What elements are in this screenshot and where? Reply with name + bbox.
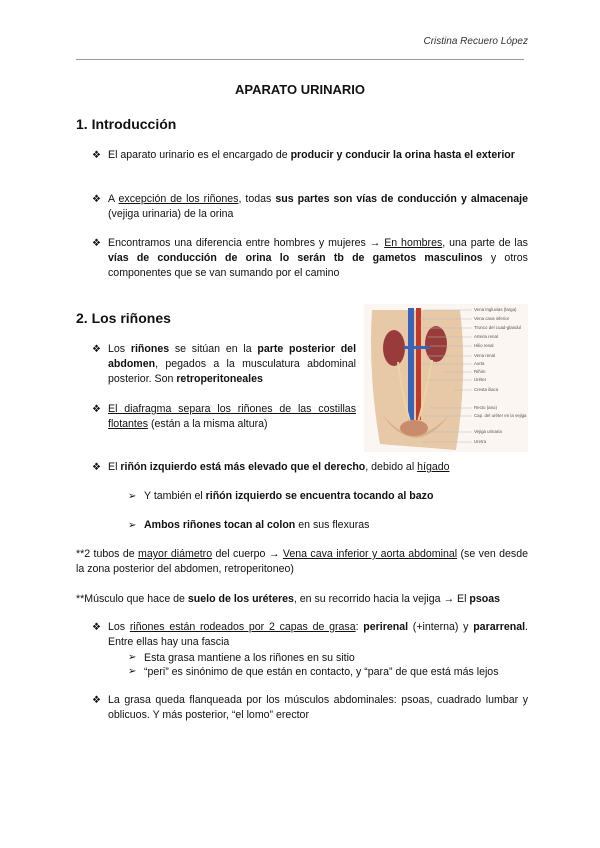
figure-label: Vena renal bbox=[474, 353, 495, 358]
sub-list-item: ➢ “peri” es sinónimo de que están en contacto, y “para” de que está más lejos bbox=[128, 666, 499, 678]
figure-label: Vena cava inferior bbox=[474, 316, 510, 321]
list-item: ❖ A excepción de los riñones, todas sus partes son vías de conducción y almacenaje (vejiga urinaria) de la orina bbox=[92, 193, 529, 221]
diamond-bullet-icon: ❖ bbox=[92, 462, 101, 473]
figure-label: Aorta bbox=[474, 361, 485, 366]
diamond-bullet-icon: ❖ bbox=[92, 695, 101, 706]
list-item: ❖ Encontramos una diferencia entre hombres y mujeres → En hombres, una parte de las vías de conducción de orina lo serán tb de gametos masculinos y otros componentes que se van sumando por el camino bbox=[92, 237, 528, 280]
page-title: APARATO URINARIO bbox=[235, 82, 365, 97]
arrow-bullet-icon: ➢ bbox=[128, 520, 137, 531]
figure-label: Vena Ingluvias (larga) bbox=[474, 307, 517, 312]
figure-label: Recto (ano) bbox=[474, 405, 497, 410]
diamond-bullet-icon: ❖ bbox=[92, 238, 101, 249]
section-2-heading: 2. Los riñones bbox=[76, 310, 171, 326]
list-item: ❖ El diafragma separa los riñones de las costillas flotantes (están a la misma altura) bbox=[92, 403, 356, 431]
figure-label: Uretra bbox=[474, 439, 487, 444]
figure-label: Vejiga urinaria bbox=[474, 429, 502, 434]
figure-label: Arteria renal bbox=[474, 334, 498, 339]
arrow-bullet-icon: ➢ bbox=[128, 666, 137, 677]
list-item: ❖ El aparato urinario es el encargado de producir y conducir la orina hasta el exterior bbox=[92, 148, 528, 163]
diamond-bullet-icon: ❖ bbox=[92, 404, 101, 415]
section-1-heading: 1. Introducción bbox=[76, 116, 177, 132]
note: **2 tubos de mayor diámetro del cuerpo → Vena cava inferior y aorta abdominal (se ven desde la zona posterior del abdomen, retroperitoneo) bbox=[76, 548, 528, 576]
sub-list-item: ➢ Ambos riñones tocan al colon en sus flexuras bbox=[128, 519, 370, 531]
list-item: ❖ Los riñones se sitúan en la parte posterior del abdomen, pegados a la musculatura abdominal posterior. Son retroperitoneales bbox=[92, 343, 357, 386]
note: **Músculo que hace de suelo de los uréteres, en su recorrido hacia la vejiga → El psoas bbox=[76, 593, 500, 605]
diamond-bullet-icon: ❖ bbox=[92, 344, 101, 355]
figure-label: Uréter bbox=[474, 377, 487, 382]
figure-label: Hilio renal bbox=[474, 343, 494, 348]
diamond-bullet-icon: ❖ bbox=[92, 194, 101, 205]
sub-list-item: ➢ Y también el riñón izquierdo se encuentra tocando al bazo bbox=[128, 490, 434, 502]
diamond-bullet-icon: ❖ bbox=[92, 150, 101, 161]
header-rule bbox=[76, 59, 524, 60]
list-item: ❖ El riñón izquierdo está más elevado que el derecho, debido al hígado bbox=[92, 460, 528, 475]
header-author: Cristina Recuero López bbox=[423, 36, 528, 47]
figure-label: Tronco del cuad-glandul bbox=[474, 325, 521, 330]
arrow-bullet-icon: ➢ bbox=[128, 491, 137, 502]
figure-label: Cresta iliaca bbox=[474, 387, 499, 392]
sub-list-item: ➢ Esta grasa mantiene a los riñones en su sitio bbox=[128, 652, 355, 664]
kidney-anatomy-figure bbox=[364, 304, 528, 452]
arrow-bullet-icon: ➢ bbox=[128, 652, 137, 663]
list-item: ❖ Los riñones están rodeados por 2 capas de grasa: perirenal (+interna) y pararrenal. Entre ellas hay una fascia bbox=[92, 621, 528, 649]
figure-label: Cap. del uréter en la vejiga bbox=[474, 413, 527, 418]
list-item: ❖ La grasa queda flanqueada por los músculos abdominales: psoas, cuadrado lumbar y oblicuos. Y más posterior, “el lomo” erector bbox=[92, 694, 528, 722]
diamond-bullet-icon: ❖ bbox=[92, 622, 101, 633]
kidney-anatomy-illustration bbox=[364, 304, 528, 452]
figure-label: Riñón bbox=[474, 369, 486, 374]
